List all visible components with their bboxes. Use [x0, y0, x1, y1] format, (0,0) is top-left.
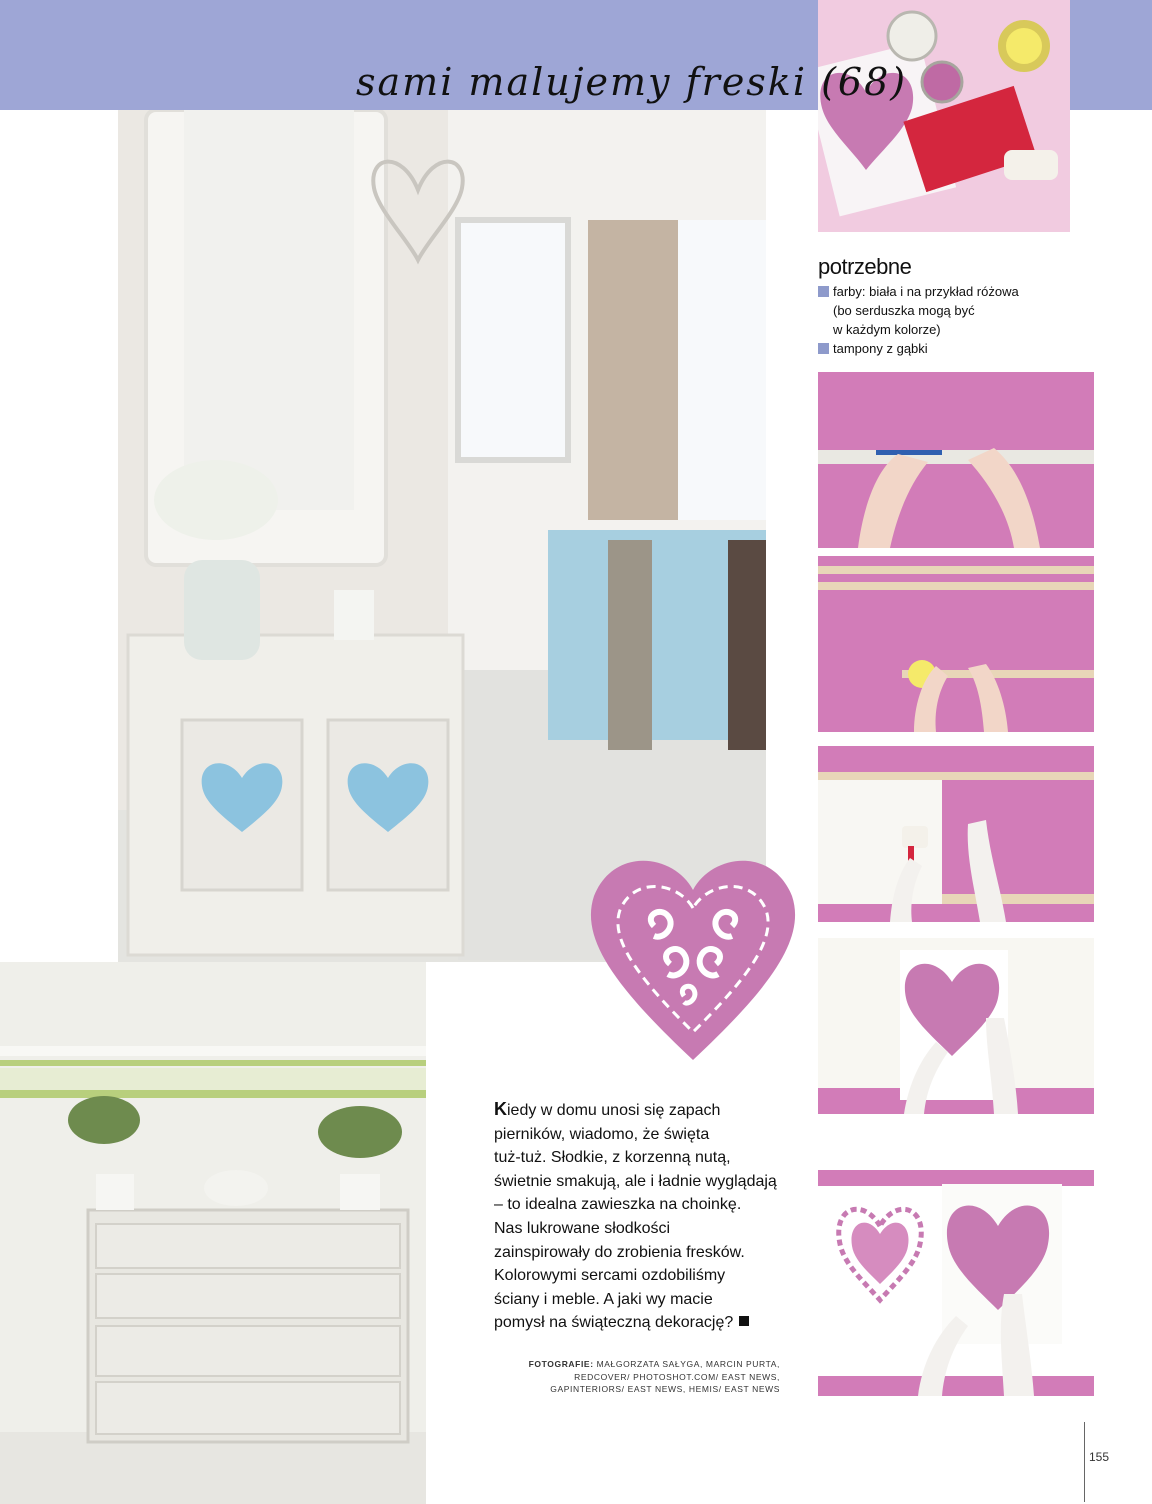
- materials-list: [818, 254, 1078, 358]
- end-square-icon: [739, 1316, 749, 1326]
- page-number: 155: [1089, 1450, 1110, 1464]
- photo-dresser: [0, 962, 426, 1504]
- photo-supplies: [818, 0, 1070, 232]
- article-line: Kiedy w domu unosi się zapach: [494, 1099, 721, 1119]
- heart-stencil-decoration: [584, 846, 802, 1068]
- article-line: Nas lukrowane słodkości: [494, 1219, 671, 1237]
- photo-step-1: [818, 372, 1094, 548]
- credit-line-3: GAPINTERIORS/ EAST NEWS, HEMIS/ EAST NEWS: [550, 1384, 780, 1394]
- article-line-last: [494, 1311, 794, 1335]
- materials-item-line: (bo serduszka mogą być: [833, 303, 975, 318]
- article-body: [494, 1098, 794, 1335]
- materials-item: [818, 282, 1078, 339]
- photo-credits: [470, 1358, 780, 1396]
- materials-item-line: tampony z gąbki: [833, 341, 928, 356]
- materials-item-line: farby: biała i na przykład różowa: [833, 284, 1019, 299]
- materials-item: [818, 339, 1078, 358]
- credit-line-2: REDCOVER/ PHOTOSHOT.COM/ EAST NEWS,: [574, 1371, 780, 1382]
- article-line: zainspirowały do zrobienia fresków.: [494, 1243, 745, 1261]
- materials-title: potrzebne: [818, 254, 912, 279]
- materials-item-line: w każdym kolorze): [833, 322, 941, 337]
- photo-step-2: [818, 556, 1094, 732]
- bullet-square-icon: [818, 286, 829, 297]
- article-line: pomysł na świąteczną dekorację?: [494, 1314, 734, 1332]
- article-line: ściany i meble. A jaki wy macie: [494, 1290, 713, 1308]
- bullet-square-icon: [818, 343, 829, 354]
- photo-bedroom: [118, 110, 766, 962]
- photo-step-4: [818, 938, 1094, 1114]
- article-line: tuż-tuż. Słodkie, z korzenną nutą,: [494, 1149, 731, 1167]
- credit-line-1: [470, 1358, 780, 1371]
- credit-label: FOTOGRAFIE:: [528, 1359, 594, 1369]
- page-number-rule: [1084, 1422, 1085, 1502]
- article-line: świetnie smakują, ale i ładnie wyglądają: [494, 1172, 777, 1190]
- article-line: pierników, wiadomo, że święta: [494, 1125, 710, 1143]
- header-band-right: [1070, 0, 1152, 110]
- page-title: sami malujemy freski (68): [356, 60, 908, 104]
- credit-names: MAŁGORZATA SAŁYGA, MARCIN PURTA,: [596, 1359, 780, 1369]
- photo-step-5: [818, 1170, 1094, 1396]
- article-line: Kolorowymi sercami ozdobiliśmy: [494, 1267, 726, 1285]
- photo-step-3: [818, 746, 1094, 922]
- article-line: – to idealna zawieszka na choinkę.: [494, 1196, 742, 1214]
